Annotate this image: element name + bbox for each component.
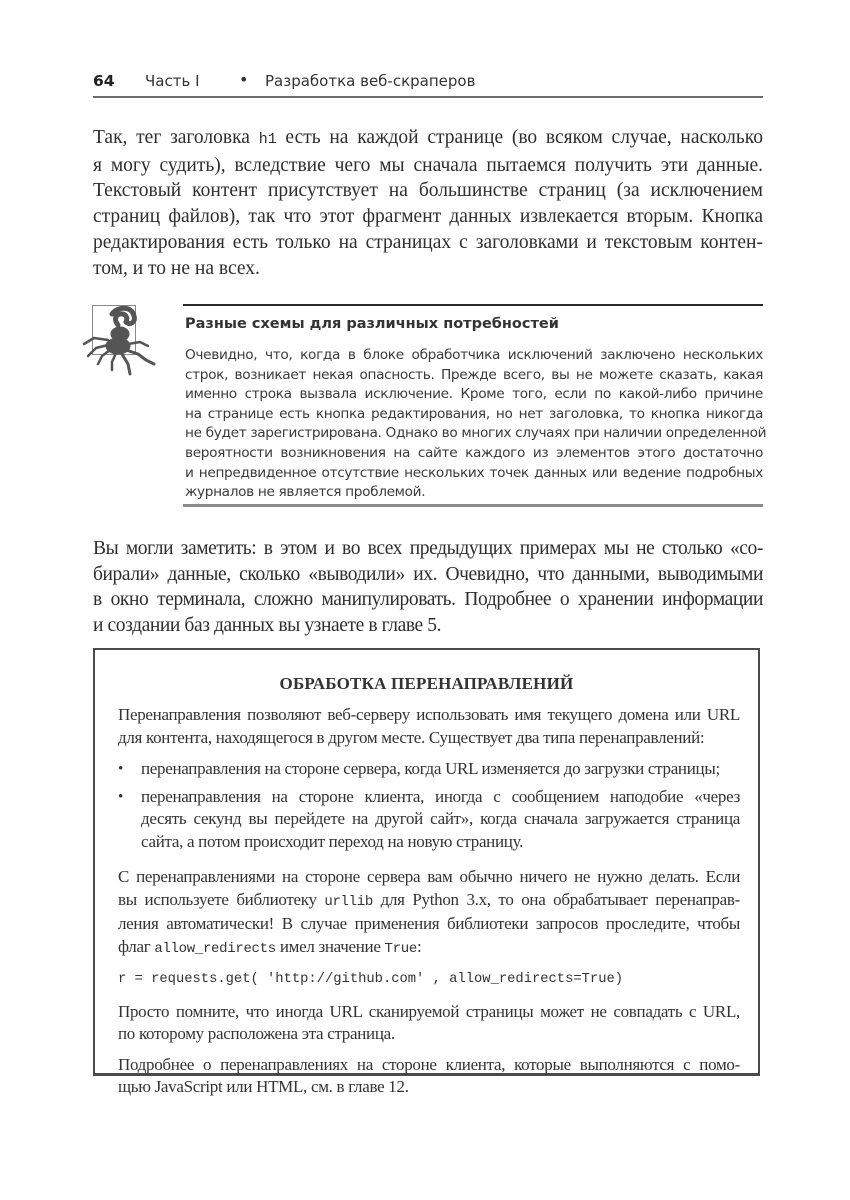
note-line: Очевидно, что, когда в блоке обработчика исключений заключено нескольких [185, 347, 763, 363]
paragraph-line: Текстовый контент присутствует на большинстве страниц (за исключением [93, 180, 763, 202]
sidebar-line: щью JavaScript или HTML, см. в главе 12. [118, 1077, 409, 1096]
text-run: флаг [118, 936, 155, 956]
redirects-sidebar [93, 648, 760, 1096]
sidebar-content [118, 704, 740, 1099]
paragraph-line [93, 125, 763, 153]
sidebar-line: С перенаправлениями на стороне сервера вам обычно ничего не нужно делать. Если [118, 867, 740, 886]
spacer [118, 858, 740, 866]
paragraph-line: редактирования есть только на страницах с заголовками и текстовым контен- [93, 231, 763, 253]
note-line: вероятности возникновения на сайте каждого из элементов этого достаточно [185, 444, 763, 461]
bullet-icon: • [118, 788, 124, 805]
inline-code-allow-redirects: allow_redirects [154, 940, 276, 957]
paragraph-line: Вы могли заметить: в этом и во всех предыдущих примерах мы не столько «со- [93, 538, 763, 559]
note-line: строк, возникает некая опасность. Прежде всего, вы не можете сказать, какая [185, 366, 763, 383]
paragraph-line: я могу судить), вследствие чего мы сначала пытаемся получить эти данные. [93, 154, 763, 176]
sidebar-line: для контента, находящегося в другом месте. Существует два типа перенаправлений: [118, 727, 705, 747]
paragraph-line: в окно терминала, сложно манипулировать. Подробнее о хранении информации [93, 589, 763, 611]
note-line: именно строка вызвала исключение. Кроме того, если по какой-либо причине [185, 386, 763, 403]
sidebar-line: ления автоматически! В случае применения библиотеки запросов проследите, чтобы [118, 914, 740, 933]
note-line: не будет зарегистрирована. Однако во многих случаях при наличии определенной [185, 425, 767, 442]
note-line: на странице есть кнопка редактирования, но нет заголовка, то кнопка никогда [185, 405, 763, 422]
sidebar-line: Подробнее о перенаправлениях на стороне клиента, которые выполняются с помо- [118, 1054, 740, 1074]
sidebar-line: по которому расположена эта страница. [118, 1024, 395, 1043]
scorpion-warning-icon [82, 300, 162, 380]
chapter-title: Разработка веб-скраперов [265, 72, 476, 90]
server-redirect-paragraph [118, 866, 740, 960]
inline-code-urllib: urllib [324, 893, 373, 910]
header-separator: • [239, 70, 249, 89]
running-header [93, 70, 763, 96]
text-run: вы используете библиотеку [118, 889, 325, 909]
list-item-line: сайта, а потом происходит переход на новую страницу. [141, 831, 524, 851]
header-rule [93, 96, 763, 98]
intro-paragraph [93, 125, 763, 281]
page-number: 64 [93, 72, 115, 90]
remember-paragraph [118, 1001, 740, 1046]
note-top-rule [183, 304, 763, 306]
part-label: Часть I [145, 72, 200, 90]
paragraph-line: бирали» данные, сколько «выводили» их. Очевидно, что данными, выводимыми [93, 563, 763, 585]
note-body [185, 346, 767, 503]
code-snippet: r = requests.get( 'http://github.com' , allow_redirects=True) [118, 972, 624, 987]
paragraph-line: страниц файлов), так что этот фрагмент данных извлекается вторым. Кнопка [93, 206, 763, 228]
note-line: журналов не является проблемой. [185, 484, 426, 501]
text-run: имел значение [275, 936, 385, 956]
paragraph-line: том, и то не на всех. [93, 257, 260, 279]
text-run: для Python 3.x, то она обрабатывает перенаправ- [372, 889, 740, 909]
list-item-line: перенаправления на стороне клиента, иногда с сообщением наподобие «через [141, 786, 740, 806]
spacer [118, 1046, 740, 1054]
sidebar-line [118, 936, 740, 961]
note-line: и непредвиденное отсутствие нескольких точек данных или ведение подробных [185, 464, 763, 481]
text-run: : [416, 936, 422, 956]
text-run: Так, тег заголовка [93, 127, 259, 148]
sidebar-line: Просто помните, что иногда URL сканируемой страницы может не совпадать с URL, [118, 1001, 740, 1021]
bullet-icon: • [118, 761, 124, 777]
list-item [118, 758, 740, 781]
list-item-line: перенаправления на стороне сервера, когда URL изменяется до загрузки страницы; [141, 759, 720, 778]
client-redirect-paragraph [118, 1054, 740, 1099]
sidebar-line: Перенаправления позволяют веб-серверу использовать имя текущего домена или URL [118, 705, 740, 724]
text-run: есть на каждой странице (во всяком случае, насколько [276, 127, 763, 148]
sidebar-intro [118, 704, 740, 749]
paragraph-line: и создании баз данных вы узнаете в главе 5. [93, 615, 442, 637]
inline-code: h1 [258, 131, 277, 148]
second-paragraph [93, 536, 763, 639]
note-title: Разные схемы для различных потребностей [185, 316, 559, 332]
redirect-types-list [118, 758, 740, 853]
list-item-line: десять секунд вы перейдете на другой сайт», когда сначала загружается страница [141, 809, 740, 828]
sidebar-line [118, 889, 740, 914]
list-item [118, 786, 740, 854]
note-bottom-rule [183, 504, 763, 507]
sidebar-title: ОБРАБОТКА ПЕРЕНАПРАВЛЕНИЙ [279, 674, 574, 693]
inline-code-true: True [384, 940, 417, 957]
